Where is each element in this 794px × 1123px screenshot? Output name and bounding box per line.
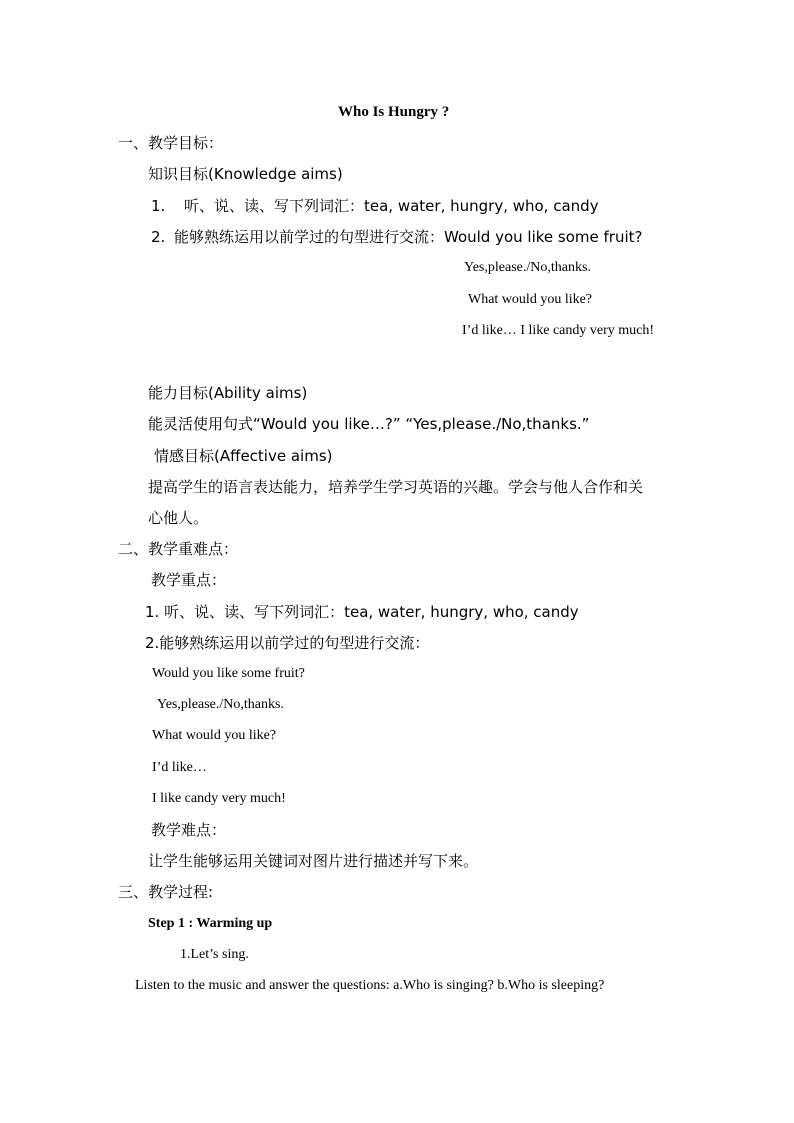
step-1-instruction: Listen to the music and answer the questions: a.Who is singing? b.Who is sleeping? — [135, 978, 605, 993]
keypoints-sentence-e: I like candy very much! — [152, 791, 286, 806]
keypoints-item-1: 1. 听、说、读、写下列词汇：tea, water, hungry, who, candy — [145, 603, 579, 621]
knowledge-item-1-text: 听、说、读、写下列词汇：tea, water, hungry, who, candy — [184, 197, 599, 215]
affective-aims-text-line-2: 心他人。 — [148, 509, 209, 527]
keypoints-sentence-a: Would you like some fruit? — [152, 666, 305, 681]
affective-aims-text-line-1: 提高学生的语言表达能力，培养学生学习英语的兴趣。学会与他人合作和关 — [148, 478, 644, 496]
keypoints-sentence-b: Yes,please./No,thanks. — [157, 697, 284, 712]
knowledge-item-1-number: 1. — [151, 197, 166, 215]
step-1-sub-item: 1.Let’s sing. — [180, 947, 249, 962]
knowledge-item-2-line-4: I’d like… I like candy very much! — [462, 323, 655, 338]
knowledge-aims-heading: 知识目标(Knowledge aims) — [148, 165, 343, 183]
step-1-heading: Step 1 : Warming up — [148, 916, 273, 931]
section-heading-keypoints: 二、教学重难点： — [118, 540, 239, 558]
affective-aims-heading: 情感目标(Affective aims) — [154, 447, 333, 465]
keypoints-heading: 教学重点： — [151, 571, 227, 589]
document-title: Who Is Hungry ? — [338, 104, 450, 120]
ability-aims-text: 能灵活使用句式“Would you like…?” “Yes,please./No,thanks.” — [148, 415, 590, 433]
keypoints-sentence-d: I’d like… — [152, 760, 207, 775]
section-heading-process: 三、教学过程: — [118, 883, 214, 901]
knowledge-item-2-line-3: What would you like? — [468, 292, 593, 307]
knowledge-item-2-text: 能够熟练运用以前学过的句型进行交流：Would you like some fruit? — [174, 228, 643, 246]
keypoints-sentence-c: What would you like? — [152, 728, 277, 743]
ability-aims-heading: 能力目标(Ability aims) — [148, 384, 308, 402]
difficulty-text: 让学生能够运用关键词对图片进行描述并写下来。 — [148, 852, 479, 870]
keypoints-item-2: 2.能够熟练运用以前学过的句型进行交流： — [145, 634, 430, 652]
knowledge-item-2-number: 2. — [151, 228, 166, 246]
knowledge-item-2-line-2: Yes,please./No,thanks. — [464, 260, 591, 275]
section-heading-objectives: 一、教学目标： — [118, 134, 224, 152]
difficulty-heading: 教学难点： — [151, 821, 227, 839]
